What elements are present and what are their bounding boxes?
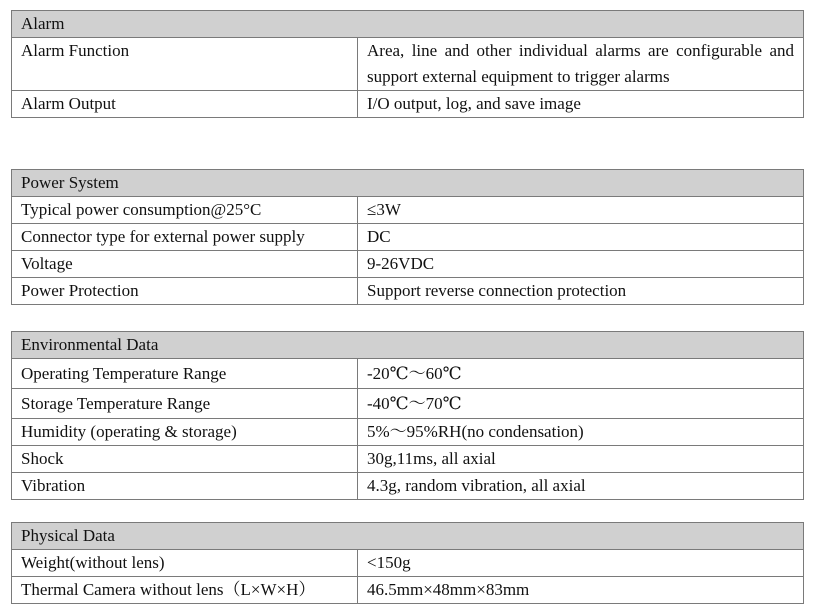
table-row — [12, 197, 804, 224]
spec-value: 30g,11ms, all axial — [358, 446, 804, 473]
section-header — [12, 332, 804, 359]
spec-label: Storage Temperature Range — [12, 389, 358, 419]
spec-value: I/O output, log, and save image — [358, 91, 804, 118]
spec-label: Voltage — [12, 251, 358, 278]
section-title: Physical Data — [12, 523, 804, 550]
table-row — [12, 251, 804, 278]
spec-label: Thermal Camera without lens（L×W×H） — [12, 577, 358, 604]
spec-label: Operating Temperature Range — [12, 359, 358, 389]
table-row — [12, 224, 804, 251]
section-header — [12, 523, 804, 550]
spec-label: Weight(without lens) — [12, 550, 358, 577]
spec-value: ≤3W — [358, 197, 804, 224]
spec-label: Humidity (operating & storage) — [12, 419, 358, 446]
section-header — [12, 11, 804, 38]
table-row — [12, 359, 804, 389]
section-title: Environmental Data — [12, 332, 804, 359]
table-row — [12, 446, 804, 473]
spec-value: DC — [358, 224, 804, 251]
environmental-data-spec-table — [11, 331, 804, 500]
spec-label: Typical power consumption@25°C — [12, 197, 358, 224]
table-row — [12, 389, 804, 419]
spec-value: Area, line and other individual alarms are configurable and support external equipment to trigger alarms — [358, 38, 804, 91]
section-title: Power System — [12, 170, 804, 197]
table-row — [12, 278, 804, 305]
spec-value: Support reverse connection protection — [358, 278, 804, 305]
power-system-spec-table — [11, 169, 804, 305]
table-row — [12, 550, 804, 577]
table-row — [12, 91, 804, 118]
spec-label: Shock — [12, 446, 358, 473]
spec-label: Vibration — [12, 473, 358, 500]
alarm-spec-table — [11, 10, 804, 118]
section-title: Alarm — [12, 11, 804, 38]
spec-value: 4.3g, random vibration, all axial — [358, 473, 804, 500]
spec-value: 9-26VDC — [358, 251, 804, 278]
table-row — [12, 577, 804, 604]
spec-label: Connector type for external power supply — [12, 224, 358, 251]
table-row — [12, 38, 804, 91]
section-header — [12, 170, 804, 197]
spec-value: 5%～95%RH(no condensation) — [358, 419, 804, 446]
spec-value: 46.5mm×48mm×83mm — [358, 577, 804, 604]
physical-data-spec-table — [11, 522, 804, 604]
spec-label: Alarm Function — [12, 38, 358, 91]
table-row — [12, 473, 804, 500]
spec-value: -40℃～70℃ — [358, 389, 804, 419]
spec-label: Alarm Output — [12, 91, 358, 118]
spec-value: -20℃～60℃ — [358, 359, 804, 389]
spec-label: Power Protection — [12, 278, 358, 305]
table-row — [12, 419, 804, 446]
spec-value: <150g — [358, 550, 804, 577]
